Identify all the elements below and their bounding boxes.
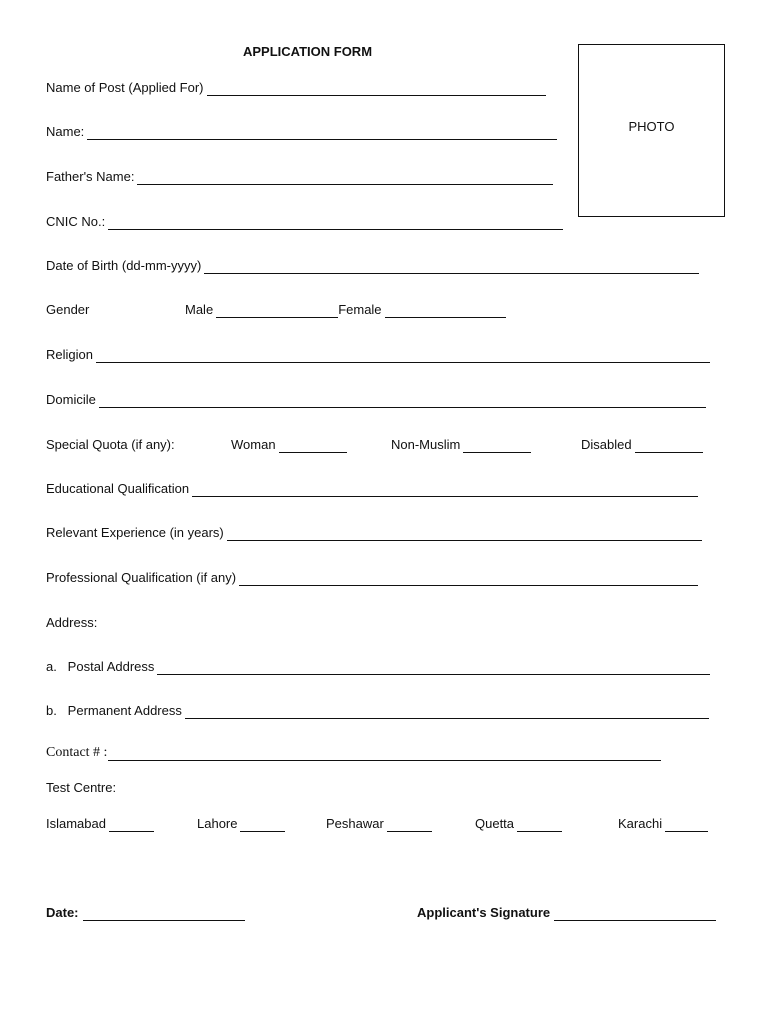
gender-male-input[interactable]	[216, 304, 338, 318]
centre-quetta	[475, 816, 562, 832]
quota-disabled	[581, 437, 703, 453]
cnic-row	[46, 214, 563, 230]
dob-input[interactable]	[204, 260, 699, 274]
professional-row	[46, 570, 698, 586]
permanent-address-input[interactable]	[185, 705, 709, 719]
centre-karachi-input[interactable]	[665, 818, 708, 832]
quota-woman-label: Woman	[231, 437, 276, 452]
centre-karachi	[618, 816, 708, 832]
permanent-address-label: b. Permanent Address	[46, 703, 182, 718]
quota-woman-input[interactable]	[279, 439, 347, 453]
experience-label: Relevant Experience (in years)	[46, 525, 224, 540]
gender-female-label: Female	[338, 302, 382, 317]
name-row	[46, 124, 557, 140]
domicile-label: Domicile	[46, 392, 96, 407]
centre-lahore-input[interactable]	[240, 818, 285, 832]
centre-karachi-label: Karachi	[618, 816, 663, 831]
contact-input[interactable]	[108, 747, 661, 761]
religion-input[interactable]	[96, 349, 710, 363]
contact-row	[46, 745, 661, 761]
post-row	[46, 80, 546, 96]
postal-address-label: a. Postal Address	[46, 659, 155, 674]
domicile-input[interactable]	[99, 394, 706, 408]
gender-options	[185, 302, 506, 318]
centre-quetta-label: Quetta	[475, 816, 515, 831]
quota-disabled-input[interactable]	[635, 439, 703, 453]
centre-quetta-input[interactable]	[517, 818, 562, 832]
permanent-address-row	[46, 703, 709, 719]
dob-row	[46, 258, 699, 274]
experience-input[interactable]	[227, 527, 702, 541]
date-row	[46, 905, 245, 921]
photo-label: PHOTO	[628, 119, 675, 134]
quota-non-muslim-input[interactable]	[463, 439, 531, 453]
quota-disabled-label: Disabled	[581, 437, 632, 452]
centre-lahore-label: Lahore	[197, 816, 238, 831]
professional-input[interactable]	[239, 572, 698, 586]
postal-address-input[interactable]	[157, 661, 710, 675]
name-input[interactable]	[87, 126, 557, 140]
post-label: Name of Post (Applied For)	[46, 80, 204, 95]
father-name-input[interactable]	[137, 171, 553, 185]
centre-peshawar	[326, 816, 432, 832]
page-title: APPLICATION FORM	[243, 44, 373, 59]
address-label: Address:	[46, 615, 98, 630]
domicile-row	[46, 392, 706, 408]
postal-address-row	[46, 659, 710, 675]
centre-peshawar-input[interactable]	[387, 818, 432, 832]
education-row	[46, 481, 698, 497]
special-quota-label: Special Quota (if any):	[46, 437, 175, 452]
religion-label: Religion	[46, 347, 93, 362]
quota-non-muslim	[391, 437, 531, 453]
centre-islamabad-input[interactable]	[109, 818, 154, 832]
name-label: Name:	[46, 124, 85, 139]
centre-peshawar-label: Peshawar	[326, 816, 384, 831]
religion-row	[46, 347, 710, 363]
education-input[interactable]	[192, 483, 698, 497]
father-name-label: Father's Name:	[46, 169, 135, 184]
test-centre-label: Test Centre:	[46, 780, 117, 795]
experience-row	[46, 525, 702, 541]
education-label: Educational Qualification	[46, 481, 190, 496]
dob-label: Date of Birth (dd-mm-yyyy)	[46, 258, 202, 273]
cnic-label: CNIC No.:	[46, 214, 106, 229]
cnic-input[interactable]	[108, 216, 563, 230]
date-input[interactable]	[83, 907, 245, 921]
date-label: Date:	[46, 905, 79, 920]
gender-label: Gender	[46, 302, 90, 317]
contact-label: Contact # :	[46, 745, 108, 760]
quota-woman	[231, 437, 347, 453]
signature-input[interactable]	[554, 907, 716, 921]
photo-box[interactable]	[578, 44, 725, 217]
gender-male-label: Male	[185, 302, 214, 317]
centre-lahore	[197, 816, 285, 832]
centre-islamabad	[46, 816, 154, 832]
gender-female-input[interactable]	[385, 304, 506, 318]
father-name-row	[46, 169, 553, 185]
centre-islamabad-label: Islamabad	[46, 816, 106, 831]
quota-non-muslim-label: Non-Muslim	[391, 437, 461, 452]
signature-row	[417, 905, 716, 921]
post-input[interactable]	[207, 82, 546, 96]
signature-label: Applicant's Signature	[417, 905, 551, 920]
professional-label: Professional Qualification (if any)	[46, 570, 237, 585]
